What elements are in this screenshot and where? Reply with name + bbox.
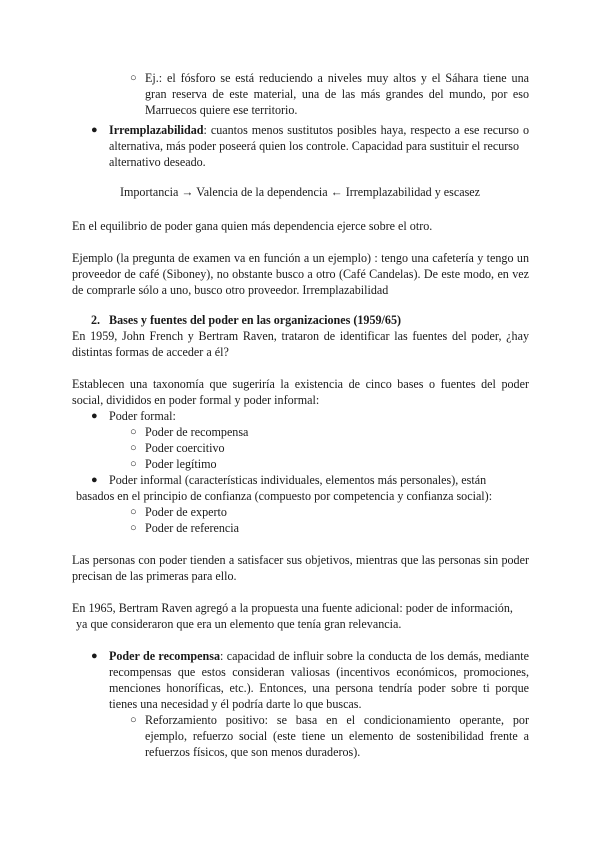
paragraph-persons: precisan de las primeras para ello. — [72, 569, 237, 583]
section-number: 2. — [91, 313, 101, 327]
irremplazabilidad-definition: : cuantos menos sustitutos posibles haya, respecto a ese recurso o — [203, 123, 529, 137]
recompensa-line: recompensas que estos consideran valiosas (incentivos económicos, promociones, — [109, 665, 529, 679]
hollow-bullet-icon: ○ — [130, 522, 137, 534]
filled-bullet-icon: ● — [91, 650, 98, 662]
hollow-bullet-icon: ○ — [130, 72, 137, 84]
list-item: Poder de recompensa — [145, 425, 249, 439]
list-item-formal: Poder formal: — [109, 409, 176, 423]
paragraph-raven-1965: En 1965, Bertram Raven agregó a la propuesta una fuente adicional: poder de información, — [72, 601, 513, 615]
example-line: gran reserva de este material, una de las más grandes del mundo, por eso — [145, 87, 529, 101]
reforzamiento-line: ejemplo, refuerzo social (este tiene un elemento de sostenibilidad frente a — [145, 729, 529, 743]
paragraph-example: proveedor de café (Siboney), no obstante busco a otro (Café Candelas). De este modo, en vez — [72, 267, 529, 281]
filled-bullet-icon: ● — [91, 124, 98, 136]
example-line: Marruecos quiere ese territorio. — [145, 103, 298, 117]
recompensa-line: tienes una necesidad y él podría darte lo que buscas. — [109, 697, 362, 711]
paragraph-example: Ejemplo (la pregunta de examen va en función a un ejemplo) : tengo una cafetería y tengo un — [72, 251, 529, 265]
recompensa-line: menciones honoríficas, etc.). Entonces, una persona tendría poder sobre ti porque — [109, 681, 529, 695]
example-line: Ej.: el fósforo se está reduciendo a niveles muy altos y el Sáhara tiene una — [145, 71, 529, 85]
list-item: Poder de experto — [145, 505, 227, 519]
paragraph-taxonomy: Establecen una taxonomía que sugeriría la existencia de cinco bases o fuentes del poder — [72, 377, 529, 391]
term-irremplazabilidad: Irremplazabilidad — [109, 123, 204, 137]
paragraph-persons: Las personas con poder tienden a satisfacer sus objetivos, mientras que las personas sin poder — [72, 553, 529, 567]
dependency-formula: Importancia → Valencia de la dependencia ← Irremplazabilidad y escasez — [119, 185, 481, 199]
list-item: Poder legítimo — [145, 457, 217, 471]
paragraph-french-raven: distintas formas de acceder a él? — [72, 345, 229, 359]
paragraph-equilibrium: En el equilibrio de poder gana quien más dependencia ejerce sobre el otro. — [72, 219, 433, 233]
reforzamiento-line: Reforzamiento positivo: se basa en el condicionamiento operante, por — [145, 713, 529, 727]
list-item-informal: basados en el principio de confianza (compuesto por competencia y confianza social): — [76, 489, 493, 503]
list-item-informal: Poder informal (características individuales, elementos más personales), están — [109, 473, 487, 487]
term-poder-recompensa: Poder de recompensa — [109, 649, 221, 663]
paragraph-french-raven: En 1959, John French y Bertram Raven, trataron de identificar las fuentes del poder, ¿hay — [72, 329, 529, 343]
irremplazabilidad-line: alternativa, más poder poseerá quien los controle. Capacidad para sustituir el recurso — [109, 139, 520, 153]
list-item: Poder de referencia — [145, 521, 240, 535]
hollow-bullet-icon: ○ — [130, 714, 137, 726]
filled-bullet-icon: ● — [91, 474, 98, 486]
list-item: Poder coercitivo — [145, 441, 225, 455]
filled-bullet-icon: ● — [91, 410, 98, 422]
reforzamiento-line: refuerzos físicos, que son menos duraderos). — [145, 745, 361, 759]
irremplazabilidad-item — [109, 122, 529, 138]
recompensa-item — [109, 648, 529, 664]
section-heading: Bases y fuentes del poder en las organizaciones (1959/65) — [109, 313, 402, 327]
irremplazabilidad-line: alternativo deseado. — [109, 155, 206, 169]
hollow-bullet-icon: ○ — [130, 426, 137, 438]
hollow-bullet-icon: ○ — [130, 506, 137, 518]
hollow-bullet-icon: ○ — [130, 458, 137, 470]
paragraph-taxonomy: social, divididos en poder formal y poder informal: — [72, 393, 320, 407]
hollow-bullet-icon: ○ — [130, 442, 137, 454]
recompensa-definition: : capacidad de influir sobre la conducta de los demás, mediante — [220, 649, 529, 663]
paragraph-example: de comprarle sólo a uno, busco otro proveedor. Irremplazabilidad — [72, 283, 389, 297]
paragraph-raven-1965: ya que consideraron que era un elemento que tenía gran relevancia. — [76, 617, 402, 631]
